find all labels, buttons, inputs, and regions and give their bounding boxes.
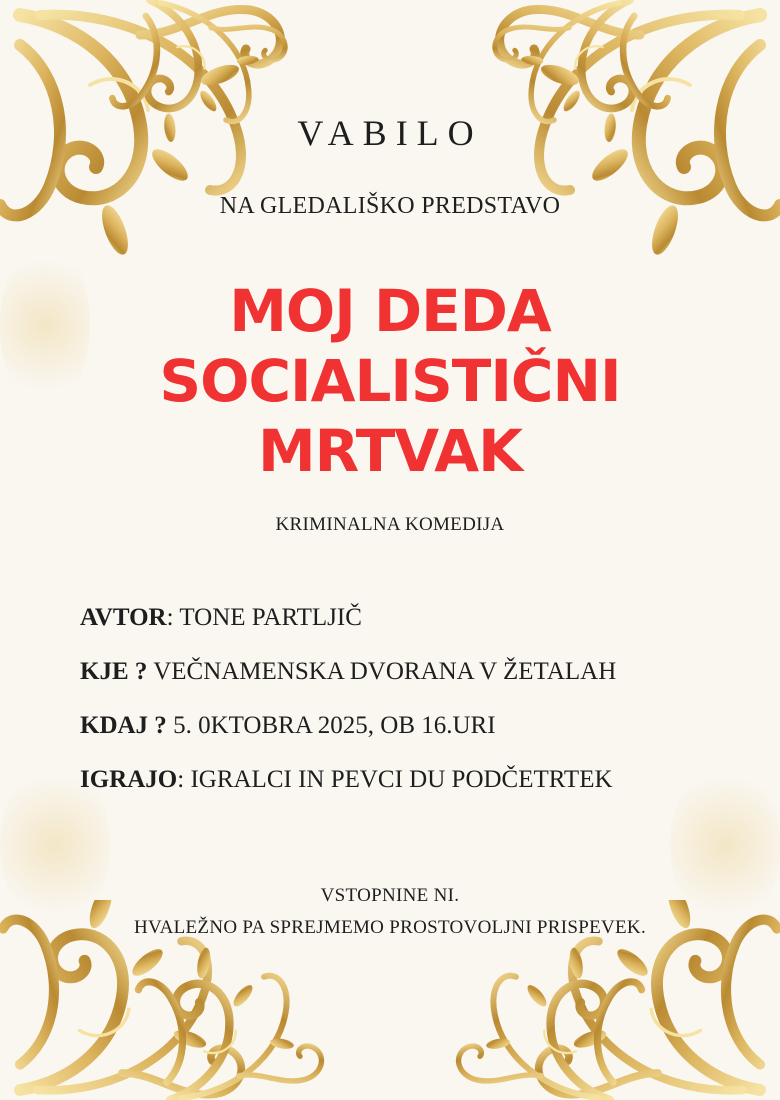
detail-label: IGRAJO — [80, 766, 178, 793]
detail-value: VEČNAMENSKA DVORANA V ŽETALAH — [153, 658, 617, 685]
detail-separator: : — [166, 604, 180, 631]
entry-note — [0, 880, 780, 944]
play-title-line: MOJ DEDA — [229, 277, 551, 345]
detail-value: 5. 0KTOBRA 2025, OB 16.URI — [173, 712, 496, 739]
detail-row-cast — [80, 762, 740, 816]
detail-label: AVTOR — [80, 604, 167, 631]
detail-separator: : — [177, 766, 191, 793]
detail-label: KJE ? — [80, 658, 148, 685]
detail-label: KDAJ ? — [80, 712, 167, 739]
play-title-line: MRTVAK — [257, 417, 523, 485]
entry-note-line: HVALEŽNO PA SPREJMEMO PROSTOVOLJNI PRISPEVEK. — [134, 917, 646, 938]
detail-row-date — [80, 708, 740, 762]
play-title — [0, 276, 780, 486]
entry-note-line: VSTOPNINE NI. — [320, 885, 460, 906]
detail-row-location — [80, 654, 740, 708]
detail-value: IGRALCI IN PEVCI DU PODČETRTEK — [190, 766, 613, 793]
invitation-subtitle: NA GLEDALIŠKO PREDSTAVO — [219, 193, 561, 219]
event-details — [80, 600, 740, 816]
detail-row-author — [80, 600, 740, 654]
invitation-title: VABILO — [297, 113, 483, 153]
detail-value: TONE PARTLJIČ — [179, 604, 362, 631]
play-genre: KRIMINALNA KOMEDIJA — [275, 514, 505, 535]
play-title-line: SOCIALISTIČNI — [159, 347, 621, 415]
